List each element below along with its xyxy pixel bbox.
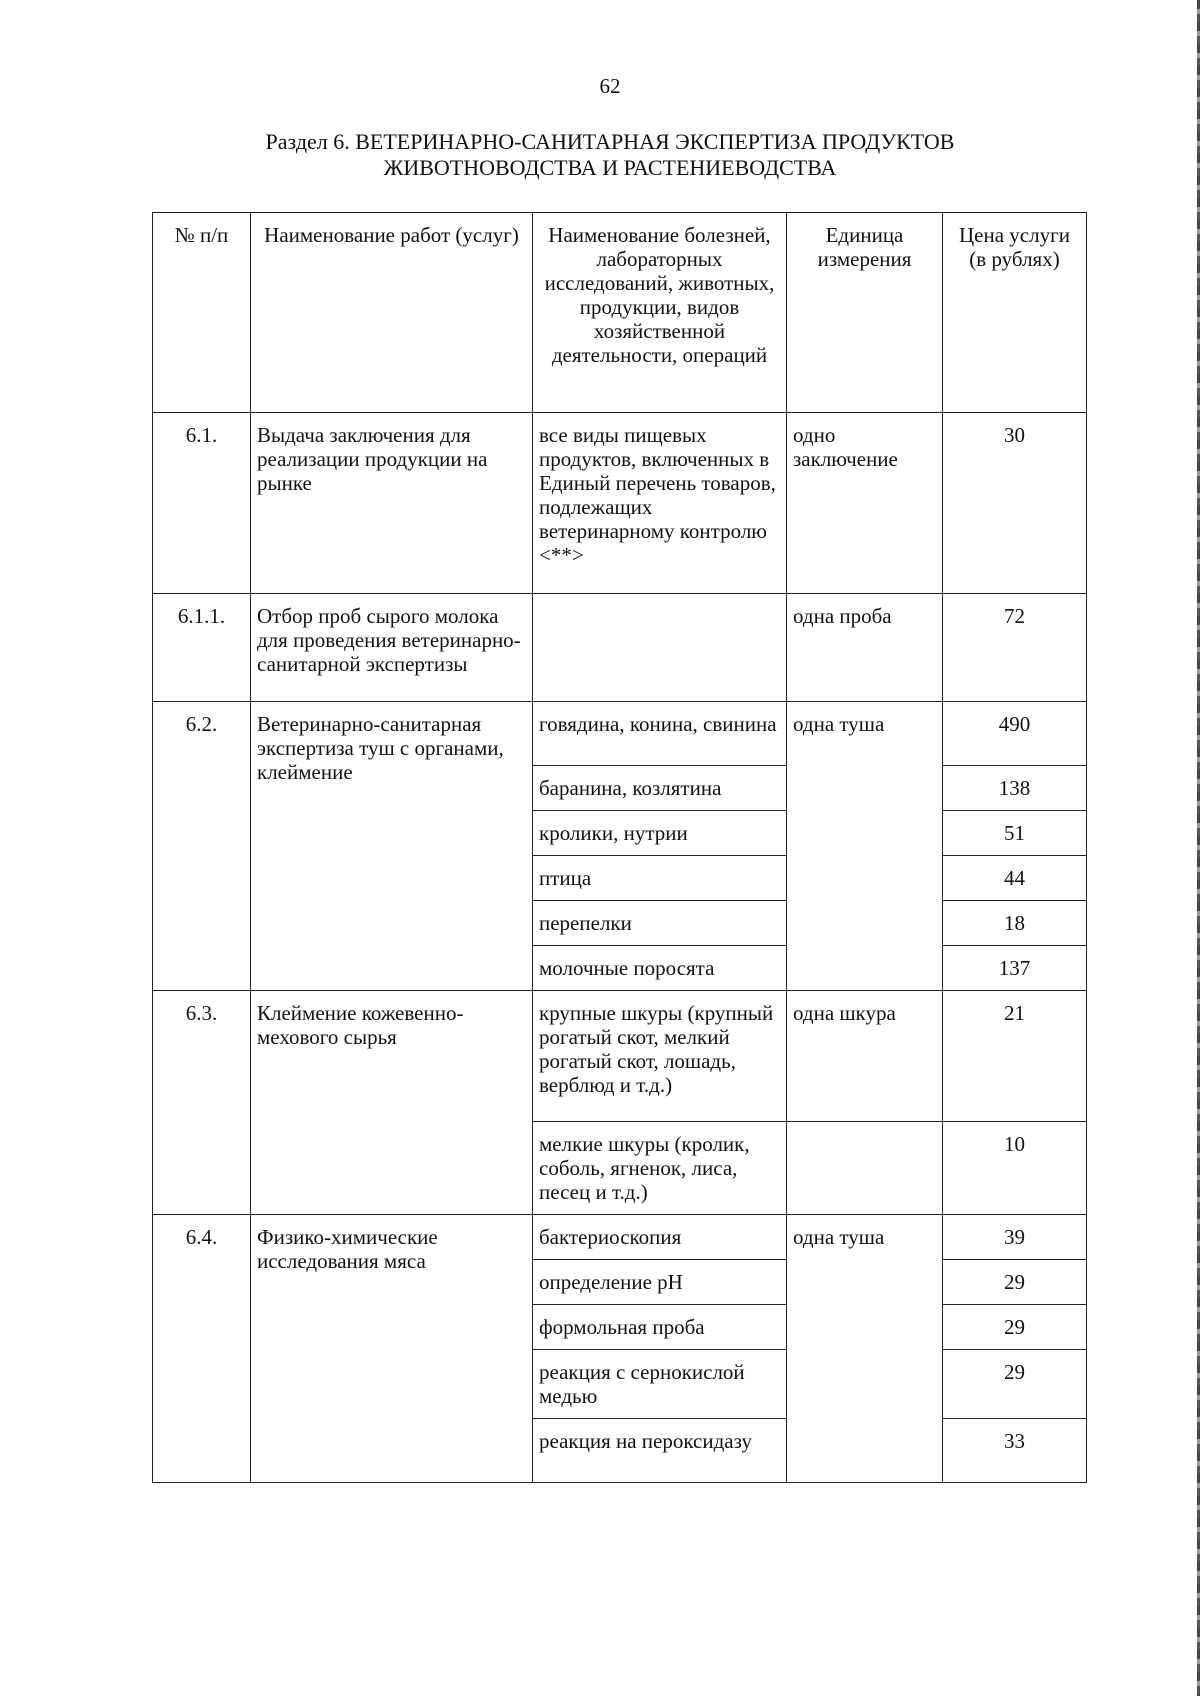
row-subject: молочные поросята (533, 946, 787, 991)
price-table (152, 212, 1087, 1483)
row-service-name: Клеймение кожевенно-мехового сырья (251, 991, 533, 1215)
row-number: 6.3. (153, 991, 251, 1215)
row-price: 29 (943, 1260, 1087, 1305)
row-unit: одна туша (787, 1215, 943, 1483)
row-unit: одно заключение (787, 413, 943, 594)
row-price: 33 (943, 1419, 1087, 1483)
table-row (153, 413, 1087, 594)
row-subject: перепелки (533, 901, 787, 946)
table-row (153, 594, 1087, 702)
row-subject: реакция на пероксидазу (533, 1419, 787, 1483)
row-unit: одна проба (787, 594, 943, 702)
row-price: 490 (943, 702, 1087, 766)
row-unit: одна шкура (787, 991, 943, 1122)
row-service-name: Ветеринарно-санитарная экспертиза туш с органами, клеймение (251, 702, 533, 991)
row-subject: говядина, конина, свинина (533, 702, 787, 766)
row-price: 72 (943, 594, 1087, 702)
row-unit (787, 1122, 943, 1215)
row-subject: баранина, козлятина (533, 766, 787, 811)
row-price: 29 (943, 1350, 1087, 1419)
row-price: 18 (943, 901, 1087, 946)
row-price: 44 (943, 856, 1087, 901)
section-title-line2: ЖИВОТНОВОДСТВА И РАСТЕНИЕВОДСТВА (383, 155, 837, 180)
row-price: 29 (943, 1305, 1087, 1350)
row-subject: крупные шкуры (крупный рогатый скот, мелкий рогатый скот, лошадь, верблюд и т.д.) (533, 991, 787, 1122)
row-subject: кролики, нутрии (533, 811, 787, 856)
row-subject: определение pH (533, 1260, 787, 1305)
row-number: 6.2. (153, 702, 251, 991)
row-subject: мелкие шкуры (кролик, соболь, ягненок, лиса, песец и т.д.) (533, 1122, 787, 1215)
row-price: 10 (943, 1122, 1087, 1215)
row-price: 39 (943, 1215, 1087, 1260)
row-price: 51 (943, 811, 1087, 856)
row-number: 6.1.1. (153, 594, 251, 702)
table-row (153, 1215, 1087, 1260)
header-num: № п/п (153, 213, 251, 413)
row-service-name: Отбор проб сырого молока для проведения ветеринарно-санитарной экспертизы (251, 594, 533, 702)
table-row (153, 702, 1087, 766)
section-title (0, 129, 1200, 181)
row-unit: одна туша (787, 702, 943, 991)
row-number: 6.1. (153, 413, 251, 594)
section-title-line1: Раздел 6. ВЕТЕРИНАРНО-САНИТАРНАЯ ЭКСПЕРТИЗА ПРОДУКТОВ (265, 129, 955, 154)
header-subject: Наименование болезней, лабораторных исследований, животных, продукции, видов хозяйственной деятельности, операций (533, 213, 787, 413)
row-subject: бактериоскопия (533, 1215, 787, 1260)
row-price: 138 (943, 766, 1087, 811)
row-service-name: Выдача заключения для реализации продукции на рынке (251, 413, 533, 594)
page-number: 62 (599, 74, 621, 98)
table-row (153, 991, 1087, 1122)
row-subject: формольная проба (533, 1305, 787, 1350)
row-price: 30 (943, 413, 1087, 594)
row-number: 6.4. (153, 1215, 251, 1483)
table-header-row (153, 213, 1087, 413)
row-service-name: Физико-химические исследования мяса (251, 1215, 533, 1483)
row-subject: реакция с сернокислой медью (533, 1350, 787, 1419)
row-subject: птица (533, 856, 787, 901)
row-subject (533, 594, 787, 702)
row-subject: все виды пищевых продуктов, включенных в Единый перечень товаров, подлежащих ветеринарному контролю <**> (533, 413, 787, 594)
row-price: 21 (943, 991, 1087, 1122)
header-unit: Единица измерения (787, 213, 943, 413)
header-price: Цена услуги (в рублях) (943, 213, 1087, 413)
header-name: Наименование работ (услуг) (251, 213, 533, 413)
row-price: 137 (943, 946, 1087, 991)
